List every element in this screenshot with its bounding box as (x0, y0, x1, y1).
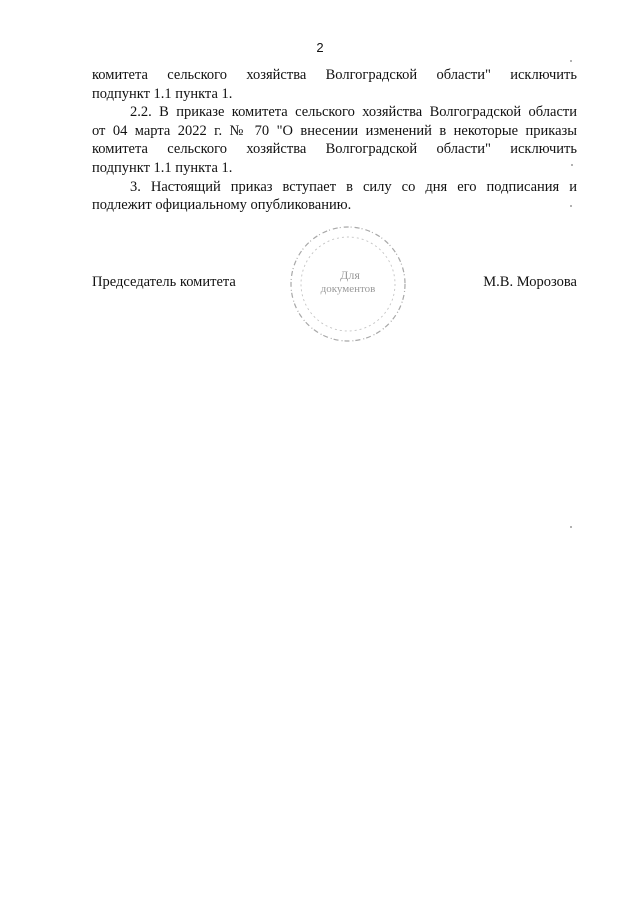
scan-speck (570, 60, 572, 62)
scan-speck (570, 526, 572, 528)
signatory-name: М.В. Морозова (483, 274, 577, 290)
text-line: комитета сельского хозяйства Волгоградской области" исключить (92, 141, 577, 158)
scan-speck (571, 164, 573, 166)
document-body (92, 66, 577, 215)
text-line: 2.2. В приказе комитета сельского хозяйства Волгоградской области (130, 104, 577, 121)
stamp-seal-icon (286, 224, 410, 344)
page-number: 2 (316, 40, 324, 55)
signatory-title: Председатель комитета (92, 274, 236, 290)
text-line: комитета сельского хозяйства Волгоградской области" исключить (92, 67, 577, 83)
paragraph-3 (92, 178, 577, 215)
stamp-text-bottom: документов (320, 283, 376, 295)
stamp-text-top: Для (340, 268, 360, 282)
text-line: подпункт 1.1 пункта 1. (92, 85, 233, 102)
text-line: от 04 марта 2022 г. № 70 "О внесении изменений в некоторые приказы (92, 122, 577, 139)
paragraph-2-2 (92, 103, 577, 177)
paragraph-continuation (92, 66, 577, 103)
scan-speck (570, 205, 572, 207)
text-line: подпункт 1.1 пункта 1. (92, 159, 233, 176)
text-line: 3. Настоящий приказ вступает в силу со дня его подписания и (130, 178, 577, 195)
stamp-seal (286, 224, 410, 344)
text-line: подлежит официальному опубликованию. (92, 197, 352, 214)
